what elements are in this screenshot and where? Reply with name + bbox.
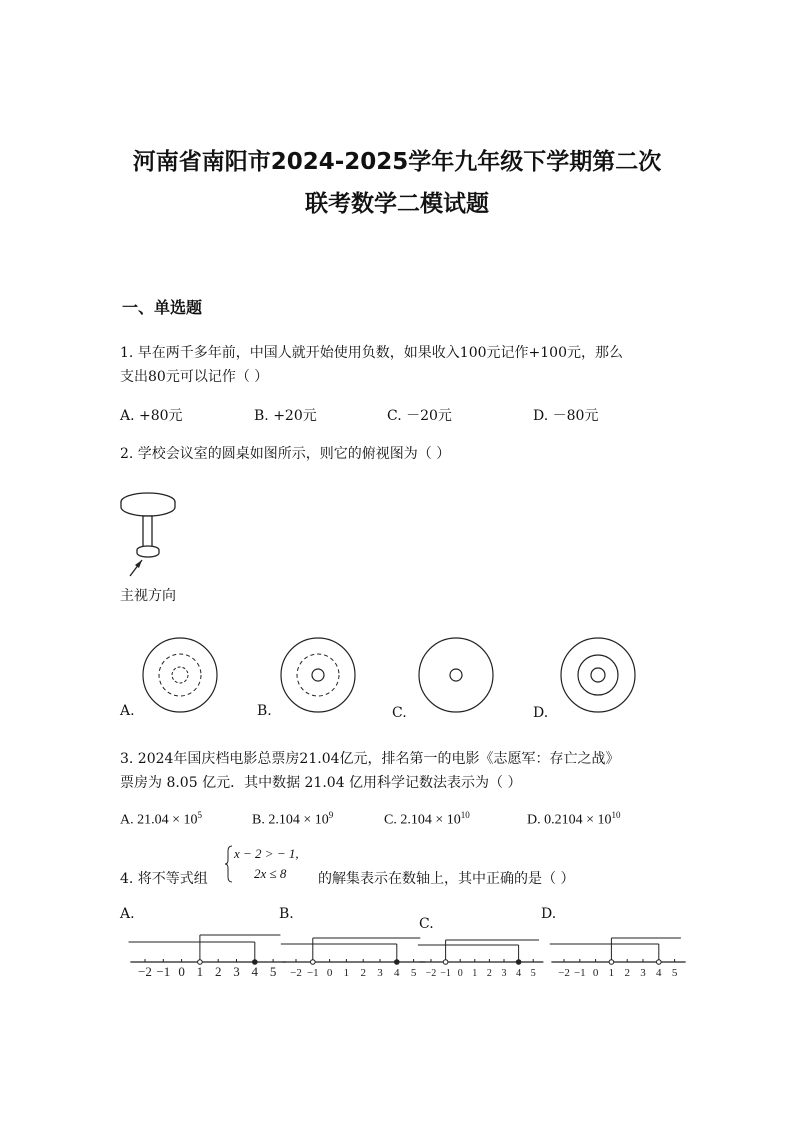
tick-label: −2 xyxy=(558,967,570,979)
q3-option-d xyxy=(527,810,621,829)
q2-option-c-label: C. xyxy=(392,705,407,721)
tick-label: 0 xyxy=(592,967,599,979)
tick-label: −1 xyxy=(440,968,451,979)
q3-line-2: 票房为 8.05 亿元．其中数据 21.04 亿用科学记数法表示为（ ） xyxy=(120,775,522,791)
tick-label: 0 xyxy=(326,967,333,979)
tick-label: −1 xyxy=(306,967,319,979)
tick-label: 2 xyxy=(360,967,366,979)
title-line-2: 联考数学二模试题 xyxy=(305,191,489,217)
tick-label: −2 xyxy=(138,964,152,979)
q2-option-c-figure xyxy=(416,635,496,715)
q4-option-d-number-line xyxy=(550,930,690,985)
tick-label: 2 xyxy=(624,967,630,979)
q3-option-b-base: 2.104 × 10 xyxy=(268,812,329,828)
q3-option-c-exp: 10 xyxy=(460,810,470,820)
system-brace xyxy=(224,845,234,883)
q3-option-d-base: 0.2104 × 10 xyxy=(544,812,612,828)
q2-option-b-figure xyxy=(278,635,358,715)
q3-option-d-exp: 10 xyxy=(611,810,621,820)
q2-option-a-figure xyxy=(140,635,220,715)
q3-option-a-label: A. xyxy=(120,812,134,828)
q4-option-b-label: B. xyxy=(279,906,294,922)
q3-option-a xyxy=(120,810,202,829)
tick-label: 3 xyxy=(233,964,240,979)
q2-option-b-label: B. xyxy=(257,703,272,719)
tick-label: 5 xyxy=(269,964,277,979)
section-heading: 一、单选题 xyxy=(122,298,203,317)
q3-option-a-base: 21.04 × 10 xyxy=(137,812,198,828)
q4-prefix: 4. 将不等式组 xyxy=(120,871,208,887)
q3-option-b xyxy=(252,810,333,829)
tick-label: 3 xyxy=(640,967,646,979)
q2-option-d-label: D. xyxy=(533,705,549,721)
tick-label: 5 xyxy=(671,967,678,979)
tick-label: 0 xyxy=(457,968,463,979)
view-direction-caption: 主视方向 xyxy=(120,588,176,604)
q2-option-a-label: A. xyxy=(120,703,135,719)
closed-dot xyxy=(253,960,258,965)
q1-line-1: 1. 早在两千多年前，中国人就开始使用负数，如果收入100元记作+100元，那么 xyxy=(120,345,623,361)
title-line-1: 河南省南阳市2024-2025学年九年级下学期第二次 xyxy=(132,149,662,175)
q1-option-b: B. +20元 xyxy=(254,408,317,424)
tick-label: 1 xyxy=(196,964,204,979)
q3-option-d-label: D. xyxy=(527,812,541,828)
tick-label: 5 xyxy=(530,968,536,979)
tick-label: −1 xyxy=(156,964,171,979)
q3-option-b-exp: 9 xyxy=(328,810,334,820)
open-dot xyxy=(657,960,662,965)
q4-inequality-2: 2x ≤ 8 xyxy=(254,866,287,881)
q3-line-1: 3. 2024年国庆档电影总票房21.04亿元，排名第一的电影《志愿军：存亡之战》 xyxy=(120,751,620,767)
tick-label: 5 xyxy=(410,967,417,979)
q4-option-a-number-line xyxy=(120,930,280,985)
q1-option-c: C. －20元 xyxy=(387,408,452,424)
q3-option-c-label: C. xyxy=(384,812,397,828)
q1-option-d: D. －80元 xyxy=(533,408,599,424)
tick-label: 4 xyxy=(394,967,400,979)
q2-text: 2. 学校会议室的圆桌如图所示，则它的俯视图为（ ） xyxy=(120,446,451,462)
tick-label: −1 xyxy=(573,967,586,979)
tick-label: −2 xyxy=(425,968,437,979)
q4-inequality-1: x − 2 > − 1, xyxy=(234,846,299,861)
tick-label: 3 xyxy=(377,967,383,979)
q4-option-b-number-line xyxy=(282,930,422,985)
closed-dot xyxy=(395,960,400,965)
q4-option-c-number-line xyxy=(420,930,550,985)
q3-option-a-exp: 5 xyxy=(197,810,203,820)
q4-option-a-label: A. xyxy=(120,906,135,922)
q3-option-c xyxy=(384,810,470,829)
tick-label: 1 xyxy=(343,967,350,979)
open-dot xyxy=(443,960,448,965)
round-table-figure xyxy=(110,480,200,580)
q2-option-d-figure xyxy=(558,635,638,715)
q4-suffix: 的解集表示在数轴上，其中正确的是（ ） xyxy=(318,871,575,887)
tick-label: 1 xyxy=(472,968,478,979)
q4-option-c-label: C. xyxy=(419,916,434,932)
open-dot xyxy=(609,960,614,965)
q3-option-b-label: B. xyxy=(252,812,265,828)
tick-label: 4 xyxy=(251,964,259,979)
q4-option-d-label: D. xyxy=(541,906,557,922)
closed-dot xyxy=(516,960,521,965)
open-dot xyxy=(311,960,316,965)
q1-line-2: 支出80元可以记作（ ） xyxy=(120,369,269,385)
tick-label: 0 xyxy=(178,964,185,979)
tick-label: 4 xyxy=(516,968,522,979)
q3-option-c-base: 2.104 × 10 xyxy=(400,812,461,828)
tick-label: 3 xyxy=(501,968,507,979)
tick-label: 1 xyxy=(608,967,615,979)
tick-label: 4 xyxy=(656,967,662,979)
open-dot xyxy=(198,960,203,965)
q1-option-a: A. +80元 xyxy=(120,408,183,424)
tick-label: −2 xyxy=(290,967,302,979)
tick-label: 2 xyxy=(486,968,492,979)
tick-label: 2 xyxy=(214,964,222,979)
